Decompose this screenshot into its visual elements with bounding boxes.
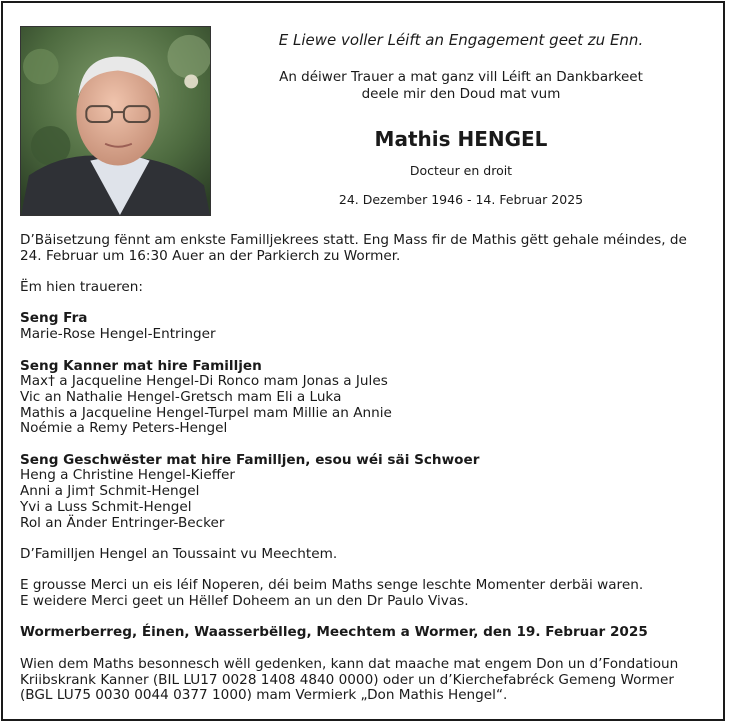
notice-body <box>20 233 710 704</box>
donation-line-3: (BGL LU75 0030 0044 0377 1000) mam Vermierk „Don Mathis Hengel“. <box>20 687 508 704</box>
portrait-photo <box>20 26 211 216</box>
profession: Docteur en droit <box>409 163 513 178</box>
donation-line-1: Wien dem Maths besonnesch wëll gedenken, kann dat maache mat engem Don un d’Fondatioun <box>20 655 679 672</box>
thanks-line-2: E weidere Merci geet un Hëllef Doheem an un den Dr Paulo Vivas. <box>20 593 469 610</box>
list-item: Anni a Jim† Schmit-Hengel <box>20 483 200 500</box>
list-item: Vic an Nathalie Hengel-Gretsch mam Eli a Luka <box>20 388 342 405</box>
children-heading: Seng Kanner mat hire Familljen <box>20 357 262 374</box>
motto: E Liewe voller Léift an Engagement geet zu Enn. <box>278 31 644 49</box>
wife-name: Marie-Rose Hengel-Entringer <box>20 326 216 343</box>
list-item: Mathis a Jacqueline Hengel-Turpel mam Millie an Annie <box>20 404 392 421</box>
siblings-heading: Seng Geschwëster mat hire Familljen, esou wéi säi Schwoer <box>20 451 480 468</box>
donation-line-2: Kriibskrank Kanner (BIL LU17 0028 1408 4840 0000) oder un d’Kierchefabréck Gemeng Wormer <box>20 671 674 688</box>
thanks-line-1: E grousse Merci un eis léif Noperen, déi beim Maths senge leschte Momenter derbäi waren. <box>20 577 644 594</box>
intro-line-1: An déiwer Trauer a mat ganz vill Léift an Dankbarkeet <box>279 69 643 85</box>
intro-line-2: deele mir den Doud mat vum <box>361 86 561 102</box>
wife-heading: Seng Fra <box>20 310 88 327</box>
families-line: D’Familljen Hengel an Toussaint vu Meechtem. <box>20 545 338 562</box>
list-item: Max† a Jacqueline Hengel-Di Ronco mam Jonas a Jules <box>20 373 388 390</box>
list-item: Noémie a Remy Peters-Hengel <box>20 420 228 437</box>
funeral-line-2: 24. Februar um 16:30 Auer an der Parkierch zu Wormer. <box>20 247 401 264</box>
mourners-intro: Ëm hien traueren: <box>20 279 143 296</box>
list-item: Yvi a Luss Schmit-Hengel <box>20 498 192 515</box>
list-item: Heng a Christine Hengel-Kieffer <box>20 467 236 484</box>
life-dates: 24. Dezember 1946 - 14. Februar 2025 <box>338 192 584 207</box>
list-item: Rol an Änder Entringer-Becker <box>20 514 225 531</box>
funeral-line-1: D’Bäisetzung fënnt am enkste Familljekrees statt. Eng Mass fir de Mathis gëtt gehale méindes, de <box>20 232 687 248</box>
place-date: Wormerberreg, Éinen, Waasserbëlleg, Meechtem a Wormer, den 19. Februar 2025 <box>20 624 648 641</box>
deceased-name: Mathis HENGEL <box>374 127 548 151</box>
portrait-image <box>21 27 210 215</box>
